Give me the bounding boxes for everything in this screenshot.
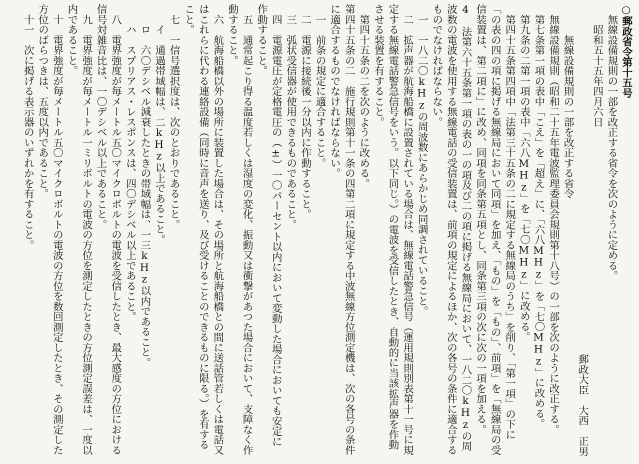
clause-item: 十 電界強度が毎メートル五〇マイクロボルトの電波の方位を数回測定したとき、その測定した方位のばらつきは、五度以内であること。	[36, 4, 63, 455]
clause-item: 九 電界強度が毎メートル一ミリボルトの電波の方位を測定したときの方位測定誤差は、一度以内であること。	[65, 4, 93, 455]
ordinance-title: ○郵政省令第十五号	[620, 4, 632, 98]
clause-item: 一 一八二〇kHzの周波数にあらかじめ同調されていること。	[415, 4, 428, 317]
amendment-paragraph: 無線設備規則（昭和二十五年電波監理委員会規則第十八号）の一部を次のように改正する。	[547, 4, 560, 435]
clause-item: 六 航海船橋以外の場所に装置した場合は、その場所と航海船橋との間に送話管若しくは電話又はこれらに代わる連絡設備（同時に音声を送り、及び受けることのできるものに限る。）を有すること。	[182, 4, 224, 455]
clause-item: 二 電源に接続後一分以内に作動すること。	[298, 4, 311, 220]
clause-item: 十一 次に掲げる表示器のいずれかを有すること。	[21, 4, 34, 250]
amendment-paragraph: 第九条の二第一項の表中「六八MHz」を「七〇MHz」に改める。	[517, 4, 530, 342]
article-45-2: 第四十五条の二 施行規則第十一条の四第二項に規定する中波無線方位測定機は、次の各号の条件に適合するものでなければならない。	[328, 4, 355, 455]
clause-item: 一 前条の規定に適合すること。	[313, 4, 326, 168]
clause-item: 五 通常起こり得る温度若しくは湿度の変化、振動又は衝撃があつた場合において、支障なく作動すること。	[225, 4, 253, 455]
sub-item: ロ 六〇デシベル減衰したときの帯域幅は、一三kHz以内であること。	[138, 4, 151, 368]
amendment-paragraph: 第四十五条第四項中「法第三十五条の二に規定する無線局のうち」を削り、「第一項」の下に「の表の四の項に掲げる無線局において同項」を加え、「もの」を「もの」、前項」を「無線局の受信装置は、第二項に」に改め、同項を同条第五項とし、同条第三項の次に次の一項を加える。	[474, 4, 516, 455]
vertical-text-body	[6, 4, 633, 456]
amendment-paragraph: 第七条第一項の表中「こえ」を「超え」に、「六八MHz」を「七〇MHz」に改める。	[532, 4, 545, 429]
sub-item: ハ スプリアス・レスポンスは、四〇デシベル以上であること。	[123, 4, 136, 322]
minister-signature: 郵政大臣 大西 正男	[576, 353, 589, 456]
clause-item: 四 電源電圧が定格電圧の（±）一〇パーセント以内において変動した場合においても安定に作動すること。	[255, 4, 282, 447]
new-clause-4: 4 法第六十五条第一項の表の一の項及び二の項に掲げる無線局において、一八二〇kHzの周波数の電波を使用する無線電話の受信装置は、前項の規定によるほか、次の各号の条件に適合するものでなければならない。	[430, 4, 472, 455]
clause-item: 七 一信号選択度は、次のとおりであること。	[167, 4, 180, 230]
enactment-clause: 無線設備規則の一部を改正する省令を次のように定める。	[605, 4, 618, 281]
clause-item: 二 拡声器が航海船橋に設置されている場合は、無線電話警急信号（運用規則別表第十一号に規定する無線電話警急信号をいう。以下同じ。）の電波を受信したとき、自動的に当該拡声器を作動させる装置を有すること。	[371, 4, 414, 455]
clause-item: 三 弧状受信器が使用できるものであること。	[284, 4, 297, 230]
sub-item: イ 通過帯域幅は、二kHz以上であること。	[153, 4, 165, 245]
ordinance-heading: 無線設備規則の一部を改正する省令	[561, 4, 574, 199]
clause-item: 八 電界強度が毎メートル五〇マイクロボルトの電波を受信したとき、最大感度の方位における信号対雑音比は、一〇デシベル以上であること。	[94, 4, 122, 455]
enactment-date: 昭和五十五年四月六日	[590, 4, 603, 127]
amendment-paragraph: 第四十五条の二を次のように改める。	[357, 4, 370, 189]
